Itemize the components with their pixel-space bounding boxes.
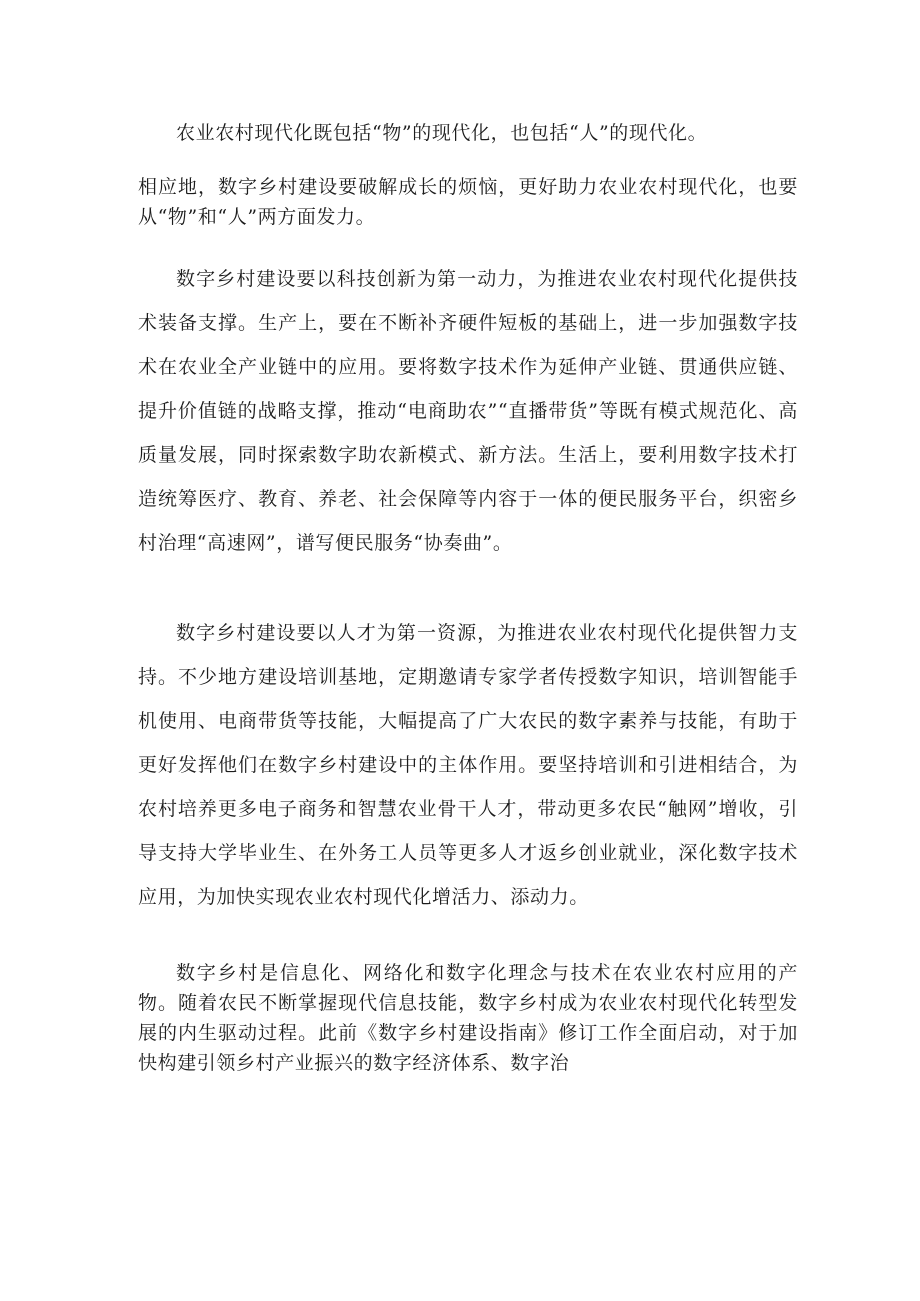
paragraph-response: 相应地，数字乡村建设要破解成长的烦恼，更好助力农业农村现代化，也要从“物”和“人”两方面发力。 xyxy=(138,176,798,228)
paragraph-technology: 数字乡村建设要以科技创新为第一动力，为推进农业农村现代化提供技术装备支撑。生产上，要在不断补齐硬件短板的基础上，进一步加强数字技术在农业全产业链中的应用。要将数字技术作为延伸产业链、贯通供应链、提升价值链的战略支撑，推动“电商助农”“直播带货”等既有模式规范化、高质量发展，同时探索数字助农新模式、新方法。生活上，要利用数字技术打造统筹医疗、教育、养老、社会保障等内容于一体的便民服务平台，织密乡村治理“高速网”，谱写便民服务“协奏曲”。 xyxy=(138,268,798,554)
paragraph-talent: 数字乡村建设要以人才为第一资源，为推进农业农村现代化提供智力支持。不少地方建设培训基地，定期邀请专家学者传授数字知识，培训智能手机使用、电商带货等技能，大幅提高了广大农民的数字素养与技能，有助于更好发挥他们在数字乡村建设中的主体作用。要坚持培训和引进相结合，为农村培养更多电子商务和智慧农业骨干人才，带动更多农民“触网”增收，引导支持大学毕业生、在外务工人员等更多人才返乡创业就业，深化数字技术应用，为加快实现农业农村现代化增活力、添动力。 xyxy=(138,622,798,908)
paragraph-intro: 农业农村现代化既包括“物”的现代化，也包括“人”的现代化。 xyxy=(176,122,708,144)
paragraph-digital-village: 数字乡村是信息化、网络化和数字化理念与技术在农业农村应用的产物。随着农民不断掌握现代信息技能，数字乡村成为农业农村现代化转型发展的内生驱动过程。此前《数字乡村建设指南》修订工作全面启动，对于加快构建引领乡村产业振兴的数字经济体系、数字治 xyxy=(138,962,798,1074)
